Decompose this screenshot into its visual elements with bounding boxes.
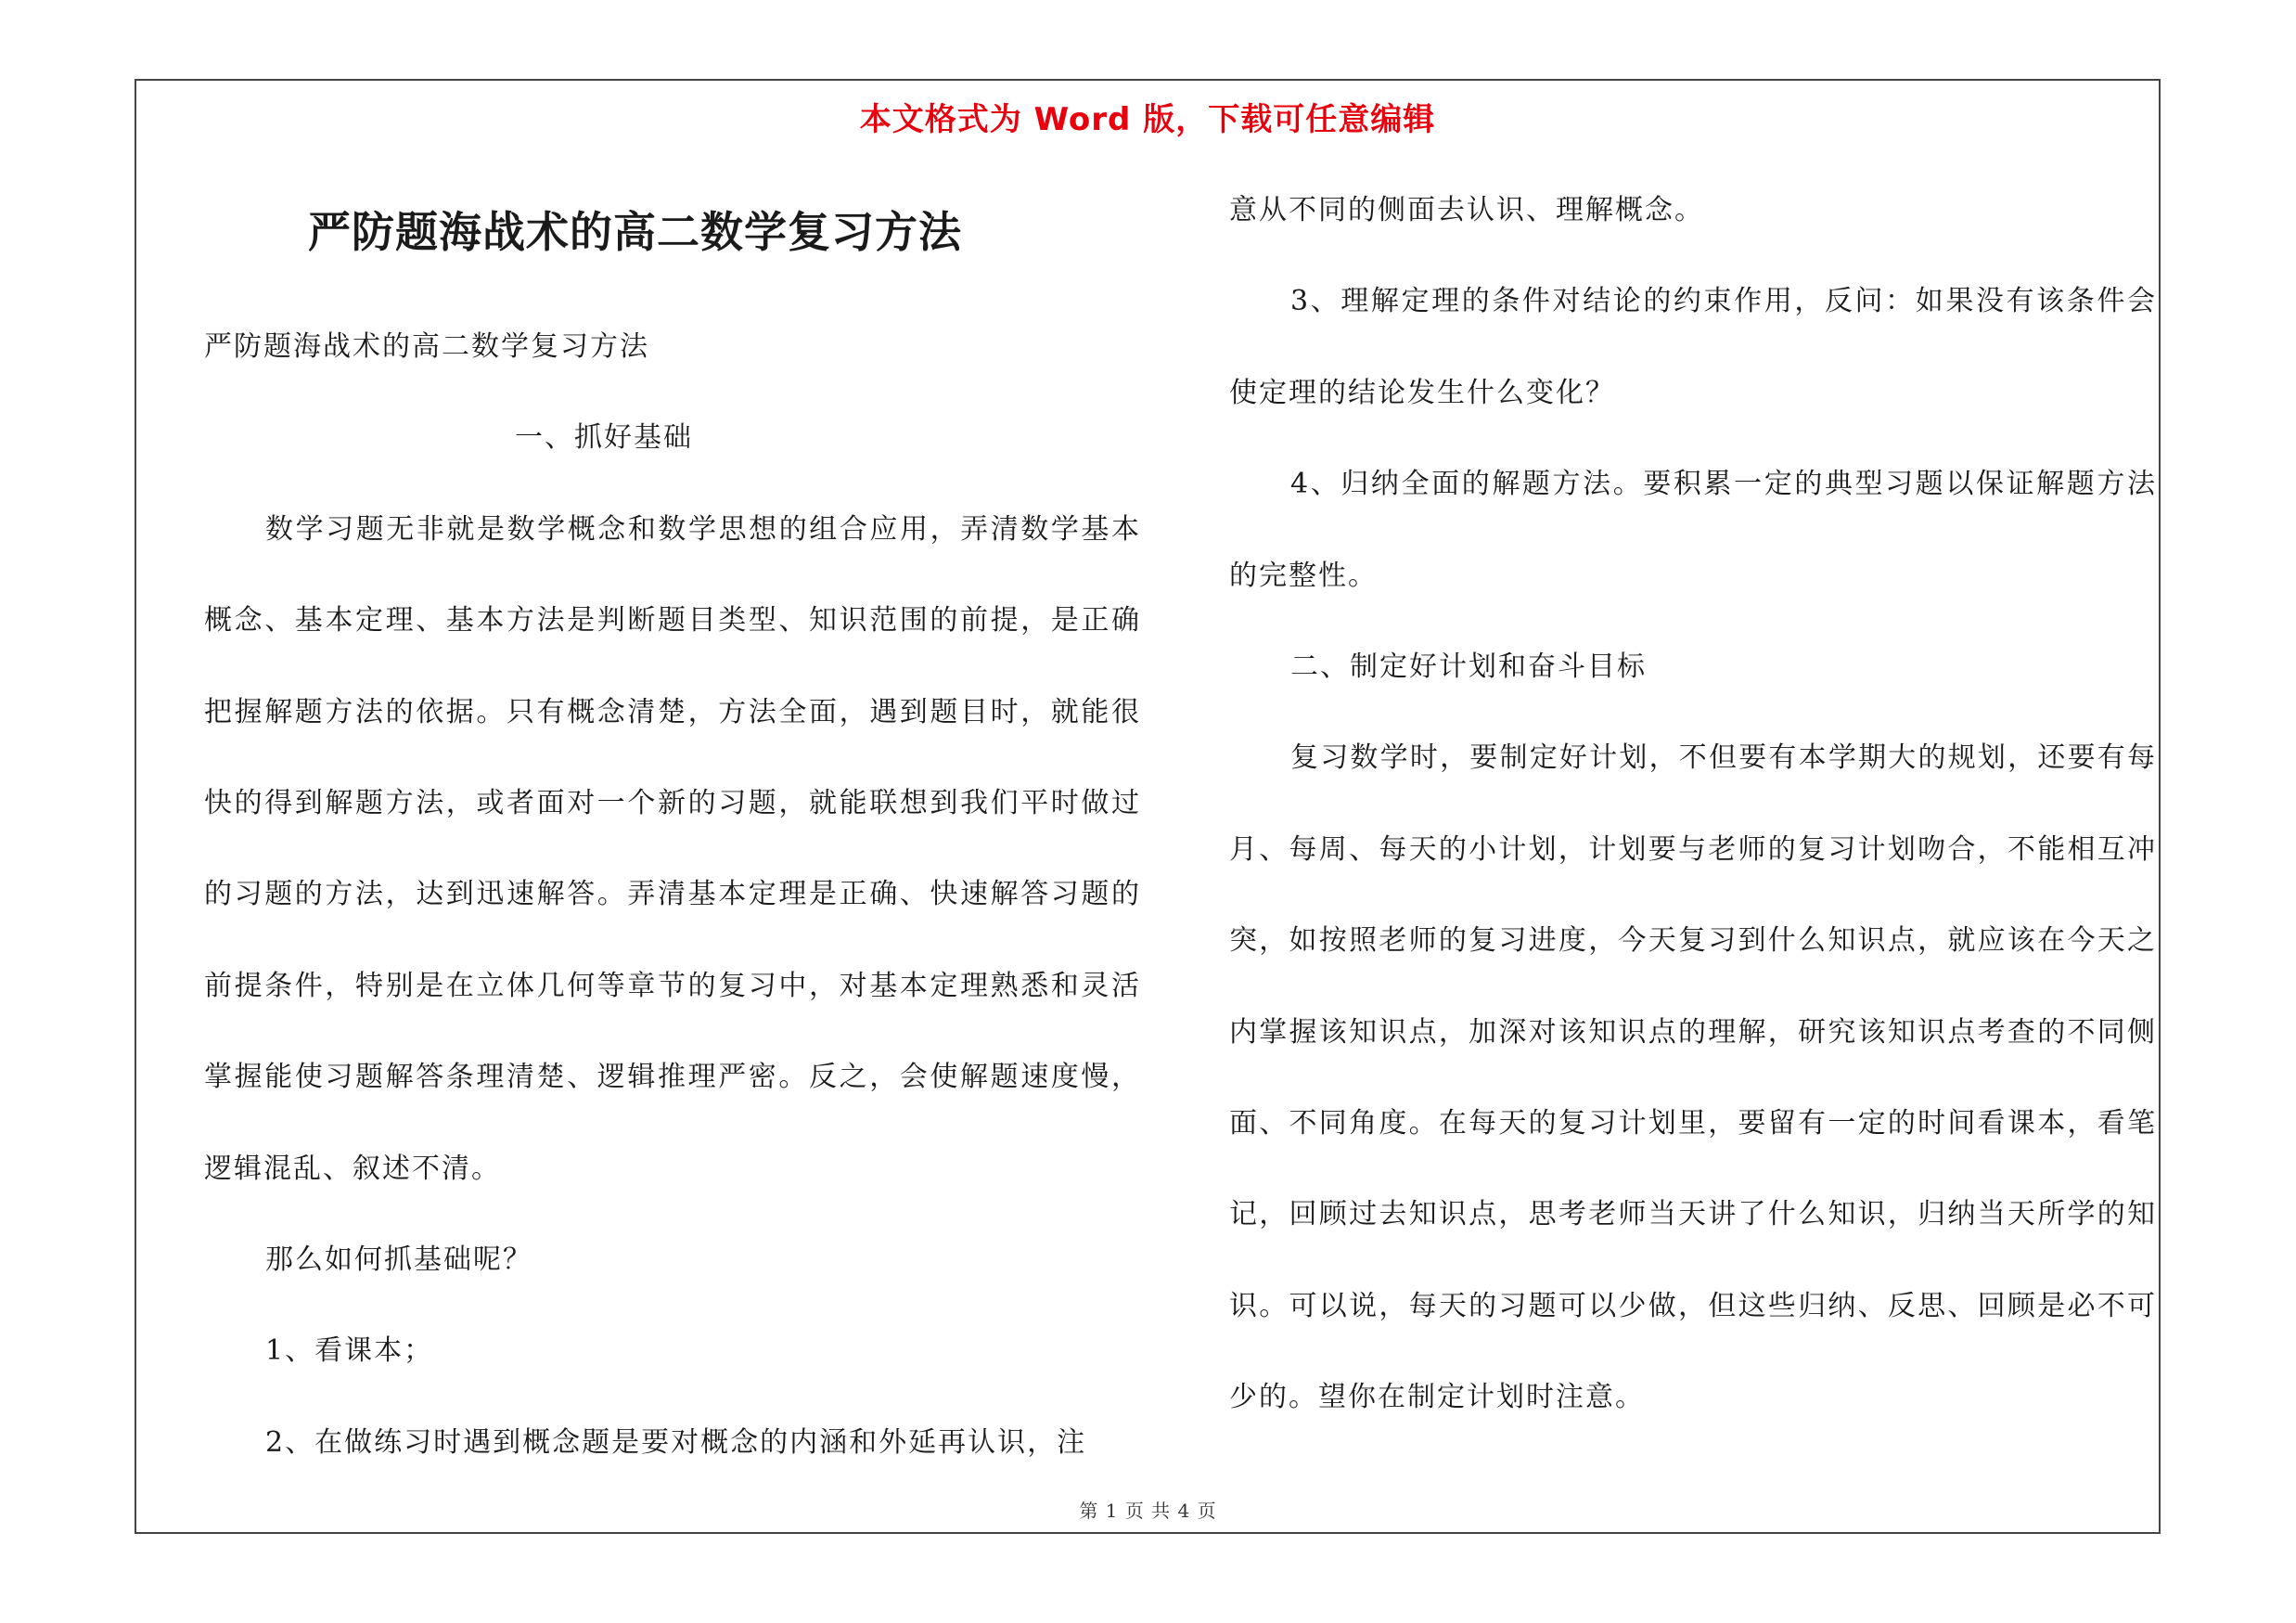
list-item: 3、理解定理的条件对结论的约束作用，反问：如果没有该条件会使定理的结论发生什么变化？: [1229, 285, 2157, 409]
body-paragraph: 数学习题无非就是数学概念和数学思想的组合应用，弄清数学基本概念、基本定理、基本方法是判断题目类型、知识范围的前提，是正确把握解题方法的依据。只有概念清楚，方法全面，遇到题目时，就能很快的得到解题方法，或者面对一个新的习题，就能联想到我们平时做过的习题的方法，达到迅速解答。弄清基本定理是正确、快速解答习题的前提条件，特别是在立体几何等章节的复习中，对基本定理熟悉和灵活掌握能使习题解答条理清楚、逻辑推理严密。反之，会使解题速度慢，逻辑混乱、叙述不清。: [204, 512, 1141, 1185]
subtitle-paragraph: 严防题海战术的高二数学复习方法: [204, 330, 649, 363]
list-item: 2、在做练习时遇到概念题是要对概念的内涵和外延再认识，注: [265, 1425, 1087, 1459]
section-heading-2: 二、制定好计划和奋斗目标: [1290, 650, 1647, 684]
word-format-banner: 本文格式为 Word 版，下载可任意编辑: [859, 101, 1436, 138]
right-column: [1229, 165, 2157, 1444]
body-paragraph: 那么如何抓基础呢？: [265, 1243, 532, 1277]
body-paragraph-continued: 意从不同的侧面去认识、理解概念。: [1229, 194, 1704, 226]
section-heading-1: 一、抓好基础: [515, 421, 693, 455]
body-paragraph: 复习数学时，要制定好计划，不但要有本学期大的规划，还要有每月、每周、每天的小计划，计划要与老师的复习计划吻合，不能相互冲突，如按照老师的复习进度，今天复习到什么知识点，就应该在今天之内掌握该知识点，加深对该知识点的理解，研究该知识点考查的不同侧面、不同角度。在每天的复习计划里，要留有一定的时间看课本，看笔记，回顾过去知识点，思考老师当天讲了什么知识，归纳当天所学的知识。可以说，每天的习题可以少做，但这些归纳、反思、回顾是必不可少的。望你在制定计划时注意。: [1229, 741, 2157, 1414]
document-title: 严防题海战术的高二数学复习方法: [308, 207, 962, 257]
list-item: 1、看课本；: [265, 1334, 434, 1368]
page-number-footer: 第 1 页 共 4 页: [1079, 1500, 1217, 1522]
list-item: 4、归纳全面的解题方法。要积累一定的典型习题以保证解题方法的完整性。: [1229, 468, 2157, 592]
left-column: [204, 302, 1141, 1488]
